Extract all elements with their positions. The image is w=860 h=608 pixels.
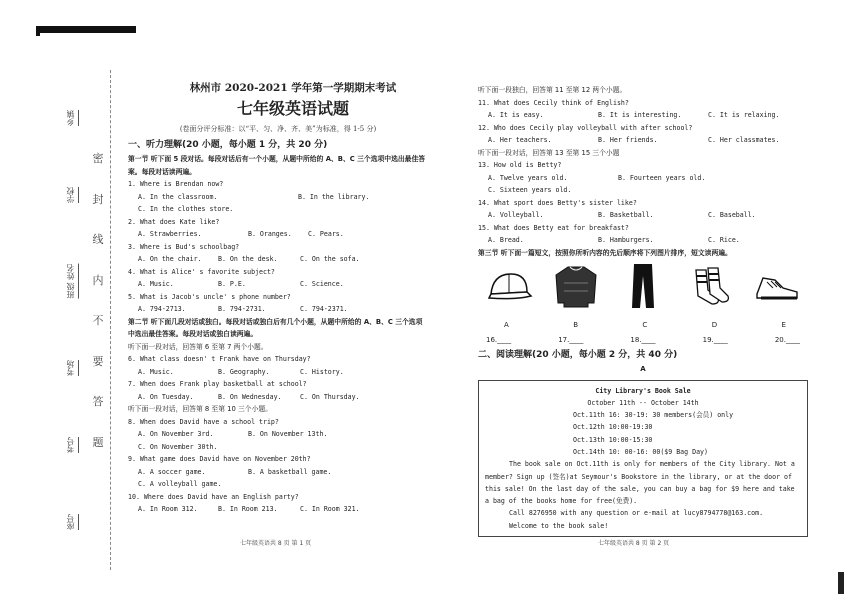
option-b: B. P.E. [218,280,246,288]
question-1: 1. Where is Brendan now? [128,180,224,188]
part2-heading: 二、阅读理解(20 小题，每小题 2 分，共 40 分) [478,350,678,360]
blank-18[interactable]: 18.____ [630,335,656,344]
field-exam-number: 考号 [63,437,79,453]
section2-instructions: 第二节 听下面几段对话或独白。每段对话或独白后有几个小题，从题中所给的 A、B、C 三个选项中选出最佳答案。每段对话或独白读两遍。 [128,317,423,338]
option-c: C. Science. [300,280,344,288]
ad-body: The book sale on Oct.11th is only for members of the City library. Not a member? Sign up (签名)at Seymour's Bookstore in the library, or at the door of this sale! On the last day of the sale, you can buy a bag for $9 here and take a bag of the books home for free(免费). [485,460,795,506]
left-page [128,82,428,516]
options-9c [128,478,428,491]
page-footer-left: 七年级英语共 8 页 第 1 页 [240,540,312,547]
scan-mark-corner [36,26,40,36]
option-b: B. Geography. [218,367,270,376]
field-township: 乡镇 [63,110,79,126]
option-b: B. It is interesting. [598,111,682,119]
options-13c [478,184,808,197]
scoring-note: (卷面分评分标准：以“平、匀、净、齐、美”为标准，得 1-5 分) [179,124,377,133]
option-c: C. On November 30th. [138,442,218,451]
seal-char: 题 [92,435,104,449]
option-c: C. In the clothes store. [138,205,234,213]
options-3 [128,253,428,266]
option-c: C. History. [300,367,344,376]
question-2: 2. What does Kate like? [128,217,220,226]
options-13 [478,172,808,185]
option-c: C. Her classmates. [708,136,780,144]
seal-char: 线 [92,233,104,247]
book-sale-ad [478,380,808,538]
pic-label-d: D [711,321,718,329]
part1-heading: 一、听力理解(20 小题，每小题 1 分，共 20 分) [128,140,328,150]
option-a: A. 794-2713. [138,305,186,313]
option-b: B. Hamburgers. [598,236,654,244]
options-4 [128,278,428,291]
option-b: B. 794-2731. [218,305,266,313]
options-15 [478,234,808,247]
answer-blanks [478,332,808,349]
option-c: C. Baseball. [708,211,756,219]
option-b: B. A basketball game. [248,467,332,476]
subsection-6-7: 听下面一段对话，回答第 6 至第 7 两个小题。 [128,342,268,351]
blank-19[interactable]: 19.____ [702,335,728,344]
seal-char: 不 [92,314,104,328]
ad-welcome: Welcome to the book sale! [509,521,609,530]
subsection-13-15: 听下面一段对话，回答第 13 至第 15 三个小题 [478,148,620,157]
option-a: A. In the classroom. [138,192,218,201]
option-a: A. Twelve years old. [488,173,568,182]
option-a: A. Strawberries. [138,230,202,238]
blank-16[interactable]: 16.____ [486,335,512,344]
option-b: B. Her friends. [598,136,658,144]
question-10: 10. Where does David have an English party? [128,492,299,501]
option-c: C. A volleyball game. [138,480,222,488]
options-5 [128,303,428,316]
option-b: B. In the library. [298,192,370,201]
options-10 [128,503,428,516]
option-b: B. On the desk. [218,255,278,263]
options-14 [478,209,808,222]
pic-label-b: B [573,321,579,329]
section1-instructions: 第一节 听下面 5 段对话。每段对话后有一个小题，从题中所给的 A、B、C 三个选项中选出最佳答案。每段对话读两遍。 [128,155,426,176]
sneaker-icon [752,263,802,309]
option-c: C. It is relaxing. [708,111,780,119]
pic-label-a: A [504,321,509,329]
question-11: 11. What does Cecily think of English? [478,98,629,107]
question-12: 12. Who does Cecily play volleyball with after school? [478,123,693,132]
ad-schedule-row: Oct.11th 16: 30-19: 30 members(会员) only [573,411,734,420]
option-c: C. On the sofa. [300,255,360,263]
question-5: 5. What is Jacob's uncle' s phone number? [128,292,291,301]
option-c: C. 794-2371. [300,305,348,313]
passage-label: A [640,365,646,373]
option-b: B. Oranges. [248,230,292,238]
question-3: 3. Where is Bud's schoolbag? [128,242,240,251]
question-13: 13. How old is Betty? [478,161,562,169]
options-8c [128,441,428,454]
option-b: B. On November 13th. [248,430,328,438]
binding-fields [56,80,86,560]
picture-labels [478,319,808,332]
subsection-11-12: 听下面一段独白，回答第 11 至第 12 两个小题。 [478,86,627,94]
seal-char: 密 [92,152,104,165]
page-footer-right: 七年级英语共 8 页 第 2 页 [598,540,670,547]
seal-char: 要 [92,354,104,368]
seal-char: 答 [92,395,104,409]
question-4: 4. What is Alice' s favorite subject? [128,267,275,276]
blank-20[interactable]: 20.____ [774,335,800,344]
option-a: A. In Room 312. [138,505,198,513]
pic-label-e: E [781,321,786,329]
option-b: B. On Wednesday. [218,392,282,401]
right-page [478,84,808,537]
field-seat-number: 座号 [63,514,79,530]
options-2 [128,228,428,241]
option-a: A. A soccer game. [138,467,206,476]
option-a: A. On November 3rd. [138,430,214,438]
option-a: A. It is easy. [488,111,544,119]
options-6 [128,366,428,379]
option-c: C. In Room 321. [300,505,360,513]
question-7: 7. When does Frank play basketball at school? [128,380,307,388]
option-a: A. On the chair. [138,255,202,263]
option-a: A. Bread. [488,236,524,244]
scan-mark [36,26,136,33]
ad-dates: October 11th -- October 14th [587,398,699,407]
exam-title-main: 七年级英语试题 [236,98,349,118]
options-7 [128,391,428,404]
option-a: A. Her teachers. [488,136,552,144]
ad-schedule-row: Oct.14th 10: 00-16: 00($9 Bag Day) [573,447,708,456]
question-9: 9. What game does David have on November 20th? [128,455,311,463]
seal-char: 内 [92,273,104,287]
seal-line-text [90,150,106,450]
option-c: C. On Thursday. [300,392,360,401]
option-c: C. Sixteen years old. [488,186,572,194]
subsection-8-10: 听下面一段对话，回答第 8 至第 10 三个小题。 [128,405,272,413]
seal-char: 封 [92,192,104,206]
option-b: B. Fourteen years old. [618,173,706,182]
ad-title: City Library's Book Sale [595,386,691,395]
picture-row [478,259,808,319]
trousers-icon [618,263,668,309]
options-1 [128,191,428,204]
question-6: 6. What class doesn' t Frank have on Thursday? [128,355,311,363]
option-b: B. Basketball. [598,211,654,219]
question-8: 8. When does David have a school trip? [128,417,279,426]
socks-icon [685,263,735,309]
options-12 [478,134,808,147]
ad-contact: Call 8276950 with any question or e-mail at lucy8794778@163.com. [509,509,764,518]
blank-17[interactable]: 17.____ [558,335,584,344]
option-a: A. Volleyball. [488,211,544,219]
options-1c [128,203,428,216]
cap-icon [484,263,534,309]
option-c: C. Pears. [308,230,344,238]
section3-instructions: 第三节 听下面一篇短文，按照你所听内容的先后顺序将下列图片排序，短文读两遍。 [478,248,732,257]
ad-schedule-row: Oct.12th 10:00-19:30 [573,423,653,432]
field-school: 学校 [63,187,79,203]
sweater-icon [551,263,601,309]
option-c: C. Rice. [708,236,740,244]
options-8 [128,428,428,441]
option-a: A. Music. [138,367,174,376]
question-14: 14. What sport does Betty's sister like? [478,198,637,207]
options-11 [478,109,808,122]
field-exam-room: 考场 [63,360,79,376]
question-15: 15. What does Betty eat for breakfast? [478,223,629,232]
ad-schedule-row: Oct.13th 10:00-15:30 [573,435,653,444]
field-class-name: 班级 姓名 [63,264,79,299]
options-9 [128,466,428,479]
option-a: A. On Tuesday. [138,392,194,401]
scan-mark-right [838,572,844,594]
option-b: B. In Room 213. [218,505,278,513]
option-a: A. Music. [138,280,174,288]
exam-title-line: 林州市 2020-2021 学年第一学期期末考试 [189,82,397,94]
pic-label-c: C [642,321,648,329]
